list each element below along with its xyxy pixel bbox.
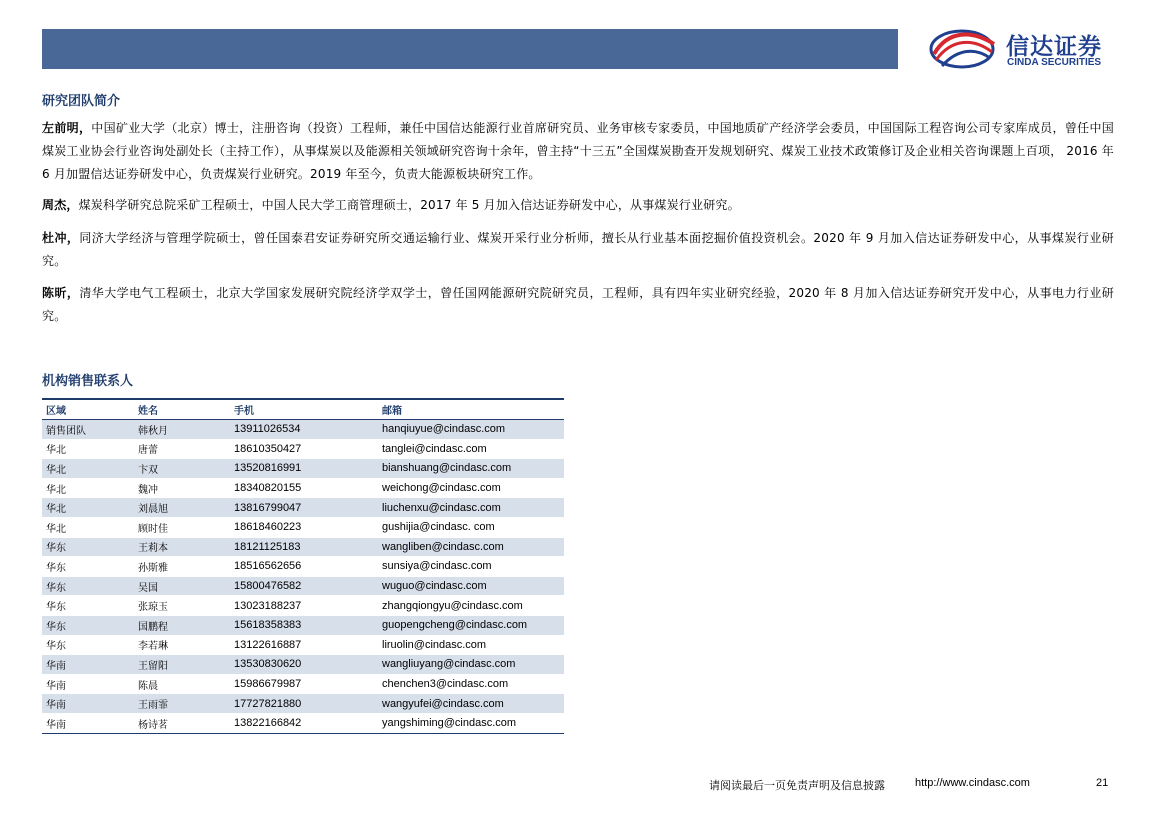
logo-name-cn: 信达证券 (1006, 34, 1102, 60)
cell-phone: 18340820155 (230, 478, 378, 498)
bio-text: 同济大学经济与管理学院硕士，曾任国泰君安证券研究所交通运输行业、煤炭开采行业分析师，擅长从行业基本面挖掘价值投资机会。2020 年 9 月加入信达证券研发中心，从事煤炭行业研究。 (42, 231, 1114, 268)
cell-email[interactable]: bianshuang@cindasc.com (378, 459, 564, 479)
cell-phone: 18516562656 (230, 557, 378, 577)
cell-email[interactable]: wuguo@cindasc.com (378, 576, 564, 596)
cell-email[interactable]: wangliben@cindasc.com (378, 537, 564, 557)
cell-email[interactable]: hanqiuyue@cindasc.com (378, 420, 564, 440)
cell-email[interactable]: wangyufei@cindasc.com (378, 694, 564, 714)
cell-region: 华南 (42, 713, 134, 733)
cell-email[interactable]: yangshiming@cindasc.com (378, 713, 564, 733)
cell-region: 华南 (42, 655, 134, 675)
cell-region: 华南 (42, 694, 134, 714)
sales-contacts-table (42, 398, 564, 734)
cell-email[interactable]: liuchenxu@cindasc.com (378, 498, 564, 518)
bio-text: 中国矿业大学（北京）博士，注册咨询（投资）工程师，兼任中国信达能源行业首席研究员、业务审核专家委员，中国地质矿产经济学会委员，中国国际工程咨询公司专家库成员，曾任中国煤炭工业协会行业咨询处副处长（主持工作），从事煤炭以及能源相关领域研究咨询十余年，曾主持“十三五”全国煤炭勘查开发规划研究、煤炭工业技术政策修订及企业相关咨询课题上百项， 2016 年 6 月加盟信达证券研发中心，负责煤炭行业研究。2019 年至今，负责大能源板块研究工作。 (42, 121, 1114, 181)
cell-region: 销售团队 (42, 420, 134, 440)
table-row (42, 713, 564, 733)
table-row (42, 674, 564, 694)
bio-name: 杜冲， (42, 231, 80, 245)
table-row (42, 596, 564, 616)
cell-name: 韩秋月 (134, 420, 230, 440)
table-row (42, 478, 564, 498)
cell-name: 魏冲 (134, 478, 230, 498)
logo-name-en: CINDA SECURITIES (1007, 57, 1102, 68)
cell-region: 华东 (42, 635, 134, 655)
cinda-logo-icon (928, 24, 1000, 74)
cell-region: 华东 (42, 596, 134, 616)
cell-region: 华东 (42, 576, 134, 596)
cell-email[interactable]: weichong@cindasc.com (378, 478, 564, 498)
bio-paragraph (42, 194, 1114, 217)
bio-name: 左前明， (42, 121, 92, 135)
cell-name: 刘晨旭 (134, 498, 230, 518)
cell-email[interactable]: gushijia@cindasc. com (378, 517, 564, 537)
cell-name: 王留阳 (134, 655, 230, 675)
cinda-logo (928, 24, 1138, 74)
table-row (42, 439, 564, 459)
cell-name: 国鹏程 (134, 615, 230, 635)
cell-phone: 18121125183 (230, 537, 378, 557)
header-phone: 手机 (234, 406, 254, 417)
cell-phone: 13816799047 (230, 498, 378, 518)
footer-disclaimer: 请阅读最后一页免责声明及信息披露 (709, 779, 885, 792)
research-team-title: 研究团队简介 (42, 94, 121, 109)
table-row (42, 498, 564, 518)
header-bar (42, 29, 898, 69)
cell-region: 华北 (42, 439, 134, 459)
cell-email[interactable]: guopengcheng@cindasc.com (378, 615, 564, 635)
cell-name: 顾时佳 (134, 517, 230, 537)
cell-region: 华南 (42, 674, 134, 694)
cell-name: 孙斯雅 (134, 557, 230, 577)
cell-email[interactable]: sunsiya@cindasc.com (378, 557, 564, 577)
cell-name: 吴国 (134, 576, 230, 596)
cell-phone: 15986679987 (230, 674, 378, 694)
cell-phone: 13122616887 (230, 635, 378, 655)
table-row (42, 694, 564, 714)
table-row (42, 537, 564, 557)
cell-phone: 18618460223 (230, 517, 378, 537)
cell-phone: 13023188237 (230, 596, 378, 616)
bio-name: 陈昕， (42, 286, 80, 300)
cell-email[interactable]: tanglei@cindasc.com (378, 439, 564, 459)
cell-region: 华北 (42, 478, 134, 498)
cell-region: 华东 (42, 615, 134, 635)
cell-region: 华北 (42, 459, 134, 479)
footer-url[interactable]: http://www.cindasc.com (915, 777, 1030, 789)
table-row (42, 576, 564, 596)
table-row (42, 517, 564, 537)
page-number: 21 (1096, 777, 1109, 789)
cell-email[interactable]: wangliuyang@cindasc.com (378, 655, 564, 675)
bio-name: 周杰， (42, 198, 79, 212)
cell-name: 李若琳 (134, 635, 230, 655)
bio-paragraph (42, 227, 1114, 273)
cell-name: 杨诗茗 (134, 713, 230, 733)
cell-email[interactable]: chenchen3@cindasc.com (378, 674, 564, 694)
cell-region: 华北 (42, 498, 134, 518)
cell-name: 陈晨 (134, 674, 230, 694)
cell-email[interactable]: zhangqiongyu@cindasc.com (378, 596, 564, 616)
cell-email[interactable]: liruolin@cindasc.com (378, 635, 564, 655)
cell-phone: 13911026534 (230, 420, 378, 440)
cell-phone: 17727821880 (230, 694, 378, 714)
cell-phone: 13822166842 (230, 713, 378, 733)
bio-text: 煤炭科学研究总院采矿工程硕士，中国人民大学工商管理硕士，2017 年 5 月加入信达证券研发中心，从事煤炭行业研究。 (78, 198, 740, 212)
cell-region: 华东 (42, 537, 134, 557)
cell-region: 华东 (42, 557, 134, 577)
table-row (42, 655, 564, 675)
header-email: 邮箱 (382, 406, 402, 417)
table-row (42, 635, 564, 655)
bio-paragraph (42, 282, 1114, 328)
table-row (42, 615, 564, 635)
table-row (42, 557, 564, 577)
table-row (42, 459, 564, 479)
bio-text: 清华大学电气工程硕士，北京大学国家发展研究院经济学双学士，曾任国网能源研究院研究员，工程师，具有四年实业研究经验，2020 年 8 月加入信达证券研究开发中心，从事电力行业研究。 (42, 286, 1114, 323)
cell-name: 张琼玉 (134, 596, 230, 616)
bio-paragraph (42, 117, 1114, 186)
cell-phone: 13530830620 (230, 655, 378, 675)
header-name: 姓名 (138, 406, 158, 417)
table-row (42, 420, 564, 440)
cell-region: 华北 (42, 517, 134, 537)
sales-contacts-title: 机构销售联系人 (42, 374, 134, 389)
cell-name: 王莉本 (134, 537, 230, 557)
cell-name: 唐蕾 (134, 439, 230, 459)
cell-phone: 13520816991 (230, 459, 378, 479)
cell-phone: 15618358383 (230, 615, 378, 635)
cell-name: 卞双 (134, 459, 230, 479)
table-header-row (42, 399, 564, 420)
cell-phone: 15800476582 (230, 576, 378, 596)
header-region: 区域 (46, 406, 66, 417)
cell-phone: 18610350427 (230, 439, 378, 459)
cell-name: 王雨霏 (134, 694, 230, 714)
